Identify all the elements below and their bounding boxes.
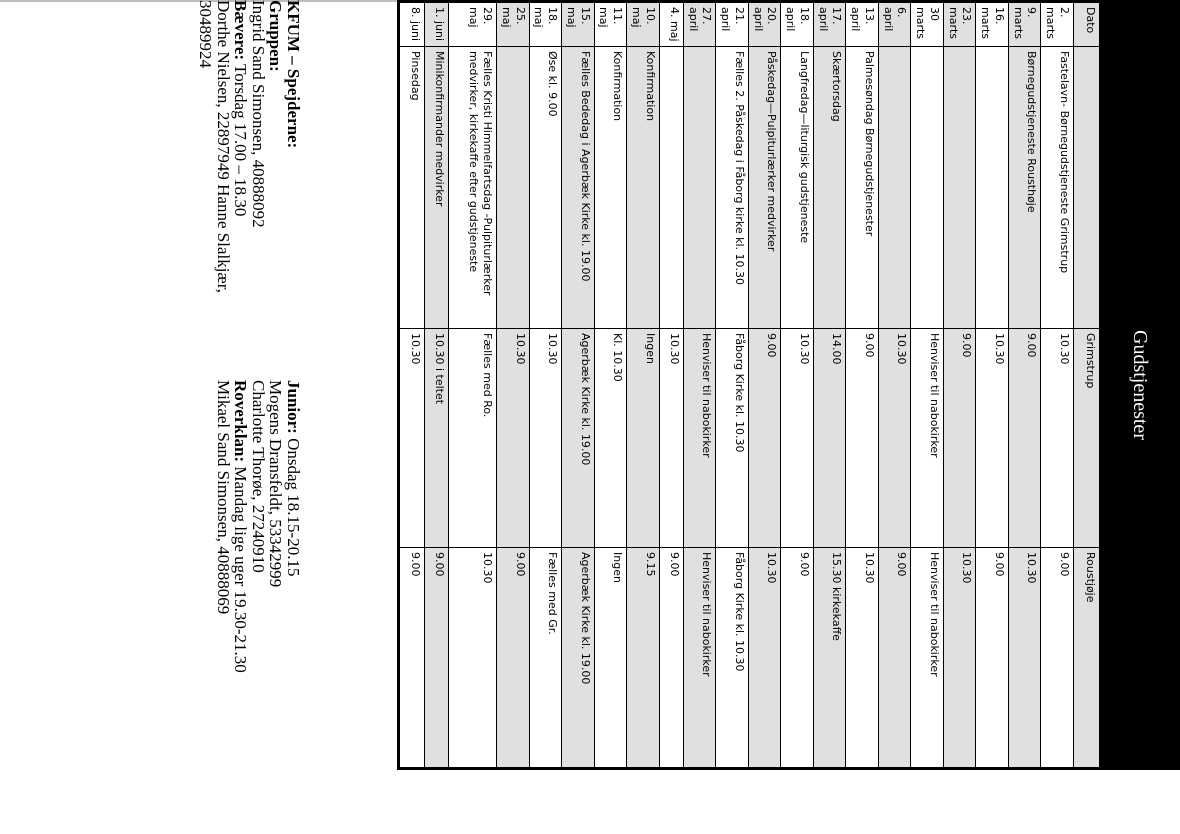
table-row <box>976 3 1009 768</box>
row-rousthoje: Ingen <box>594 548 627 768</box>
row-grimstrup: 10.30 <box>659 329 683 548</box>
row-date: 21. april <box>716 3 749 47</box>
table-row <box>594 3 627 768</box>
row-date: 11. maj <box>594 3 627 47</box>
row-grimstrup: 9.00 <box>944 329 977 548</box>
table-row <box>497 3 530 768</box>
row-description: Skærtorsdag <box>814 47 847 329</box>
row-grimstrup: Agerbæk Kirke kl. 19.00 <box>562 329 595 548</box>
table-title: Gudstjenester <box>1100 2 1180 768</box>
table-row <box>684 3 717 768</box>
row-grimstrup: Henviser til nabokirker <box>684 329 717 548</box>
row-date: 17. april <box>814 3 847 47</box>
junior-contact-2: Charlotte Thorøe, 27240910 <box>248 380 268 573</box>
table-row <box>716 3 749 768</box>
row-description: Fastelavn- Børnegudstjeneste Grimstrup <box>1041 47 1074 329</box>
row-grimstrup: 10.30 i teltet <box>424 329 448 548</box>
row-grimstrup: 10.30 <box>879 329 912 548</box>
row-grimstrup: 10.30 <box>1041 329 1074 548</box>
row-rousthoje: 9.00 <box>497 548 530 768</box>
row-date: 9. marts <box>1009 3 1042 47</box>
row-grimstrup: Ingen <box>627 329 660 548</box>
row-grimstrup: 9.00 <box>1009 329 1042 548</box>
row-rousthoje: 9.00 <box>424 548 448 768</box>
row-grimstrup: Fælles med Ro. <box>449 329 497 548</box>
row-description: Fælles 2. Påskedag i Fåborg kirke kl. 10.30 <box>716 47 749 329</box>
header-date: Dato <box>1074 3 1100 47</box>
table-body <box>400 3 1100 768</box>
header-grimstrup: Grimstrup <box>1074 329 1100 548</box>
header-rousthoje: Roustjøje <box>1074 548 1100 768</box>
row-rousthoje: 10.30 <box>449 548 497 768</box>
table-header-row <box>1074 3 1100 768</box>
table-row <box>449 3 497 768</box>
row-date: 20. april <box>749 3 782 47</box>
header-desc <box>1074 47 1100 329</box>
table-row <box>424 3 448 768</box>
table-row <box>659 3 683 768</box>
row-grimstrup: 10.30 <box>400 329 424 548</box>
row-description <box>879 47 912 329</box>
row-date: 30 marts <box>911 3 944 47</box>
row-rousthoje: Henviser til nabokirker <box>911 548 944 768</box>
gruppen-text: Ingrid Sand Simonsen, 40888092 <box>248 0 268 228</box>
table-row <box>879 3 912 768</box>
roverklan-label: Roverklan: <box>231 380 251 463</box>
row-date: 15. maj <box>562 3 595 47</box>
row-date: 27. april <box>684 3 717 47</box>
row-date: 18. maj <box>529 3 562 47</box>
row-rousthoje: 10.30 <box>1009 548 1042 768</box>
table-row <box>400 3 424 768</box>
row-rousthoje: 10.30 <box>944 548 977 768</box>
row-rousthoje: Fælles med Gr. <box>529 548 562 768</box>
scouts-right-column <box>214 380 302 740</box>
row-rousthoje: Fåborg Kirke kl. 10.30 <box>716 548 749 768</box>
roverklan-text: Mandag lige uger 19.30-21.30 <box>231 466 251 673</box>
row-date: 10. maj <box>627 3 660 47</box>
row-rousthoje: 9.00 <box>400 548 424 768</box>
baevere-line <box>232 0 250 360</box>
row-grimstrup: 10.30 <box>781 329 814 548</box>
row-description <box>497 47 530 329</box>
row-grimstrup: 10.30 <box>497 329 530 548</box>
row-rousthoje: 10.30 <box>749 548 782 768</box>
row-date: 25. maj <box>497 3 530 47</box>
row-rousthoje: 10.30 <box>846 548 879 768</box>
baevere-contact: Dorthe Nielsen, 22897949 Hanne Slalkjær, 30489924 <box>196 0 233 293</box>
junior-contact-1: Mogens Dransfeldt, 53342999 <box>266 380 286 588</box>
row-description: Minikonfirmander medvirker <box>424 47 448 329</box>
row-date: 29. maj <box>449 3 497 47</box>
row-description <box>944 47 977 329</box>
row-description: Langfredag—liturgisk gudstjeneste <box>781 47 814 329</box>
row-grimstrup: 9.00 <box>846 329 879 548</box>
row-date: 13. april <box>846 3 879 47</box>
junior-text: Onsdag 18.15-20.15 <box>284 438 303 577</box>
row-rousthoje: 9.00 <box>879 548 912 768</box>
row-date: 2. marts <box>1041 3 1074 47</box>
table-row <box>749 3 782 768</box>
baevere-text: Torsdag 17.00 – 18.30 <box>231 64 251 217</box>
junior-line <box>284 380 302 740</box>
row-date: 8. juni <box>400 3 424 47</box>
row-rousthoje: 9.00 <box>659 548 683 768</box>
row-description: Påskedag—Pulpiturlærker medvirker <box>749 47 782 329</box>
row-description: Konfirmation <box>627 47 660 329</box>
row-rousthoje: 9.00 <box>1041 548 1074 768</box>
row-rousthoje: Henviser til nabokirker <box>684 548 717 768</box>
row-date: 18. april <box>781 3 814 47</box>
row-rousthoje: 9.15 <box>627 548 660 768</box>
row-rousthoje: 9.00 <box>976 548 1009 768</box>
table-row <box>846 3 879 768</box>
row-grimstrup: 10.30 <box>976 329 1009 548</box>
row-description: Øse kl. 9.00 <box>529 47 562 329</box>
table-row <box>529 3 562 768</box>
baevere-label: Bævere: <box>231 0 251 61</box>
table-row <box>944 3 977 768</box>
row-grimstrup: Fåborg Kirke kl. 10.30 <box>716 329 749 548</box>
table-row <box>627 3 660 768</box>
table-row <box>1041 3 1074 768</box>
roverklan-line <box>232 380 250 740</box>
row-rousthoje: 9.00 <box>781 548 814 768</box>
row-description: Pinsedag <box>400 47 424 329</box>
row-date: 1. juni <box>424 3 448 47</box>
table-row <box>781 3 814 768</box>
row-date: 16. marts <box>976 3 1009 47</box>
junior-label: Junior: <box>284 380 303 434</box>
rotated-page <box>102 0 1180 720</box>
table-row <box>1009 3 1042 768</box>
roverklan-contact: Mikael Sand Simonsen, 40888069 <box>213 380 233 615</box>
row-grimstrup: 10.30 <box>529 329 562 548</box>
row-date: 4. maj <box>659 3 683 47</box>
row-date: 23. marts <box>944 3 977 47</box>
row-description <box>684 47 717 329</box>
gruppen-label: Gruppen: <box>266 0 286 72</box>
row-description <box>976 47 1009 329</box>
schedule-table <box>399 2 1100 768</box>
row-rousthoje: Agerbæk Kirke kl. 19.00 <box>562 548 595 768</box>
scouts-left-column <box>196 0 302 360</box>
row-description <box>659 47 683 329</box>
row-rousthoje: 15.30 kirkekaffe <box>814 548 847 768</box>
row-grimstrup: Henviser til nabokirker <box>911 329 944 548</box>
table-row <box>911 3 944 768</box>
row-date: 6. april <box>879 3 912 47</box>
row-description: Konfirmation <box>594 47 627 329</box>
table-row <box>562 3 595 768</box>
row-description: Børnegudstjeneste Rousthøje <box>1009 47 1042 329</box>
row-grimstrup: 14.00 <box>814 329 847 548</box>
row-description <box>911 47 944 329</box>
row-grimstrup: Kl. 10.30 <box>594 329 627 548</box>
table-row <box>814 3 847 768</box>
row-description: Fælles Kristi Himmelfartsdag -Pulpiturlærker medvirker, kirkekaffe efter gudstjeneste <box>449 47 497 329</box>
scouts-heading: KFUM – Spejderne: <box>284 0 303 149</box>
service-table <box>397 0 1180 770</box>
row-description: Fælles Bededag i Agerbæk Kirke kl. 19.00 <box>562 47 595 329</box>
row-description: Palmesøndag Børnegudstjenester <box>846 47 879 329</box>
row-grimstrup: 9.00 <box>749 329 782 548</box>
